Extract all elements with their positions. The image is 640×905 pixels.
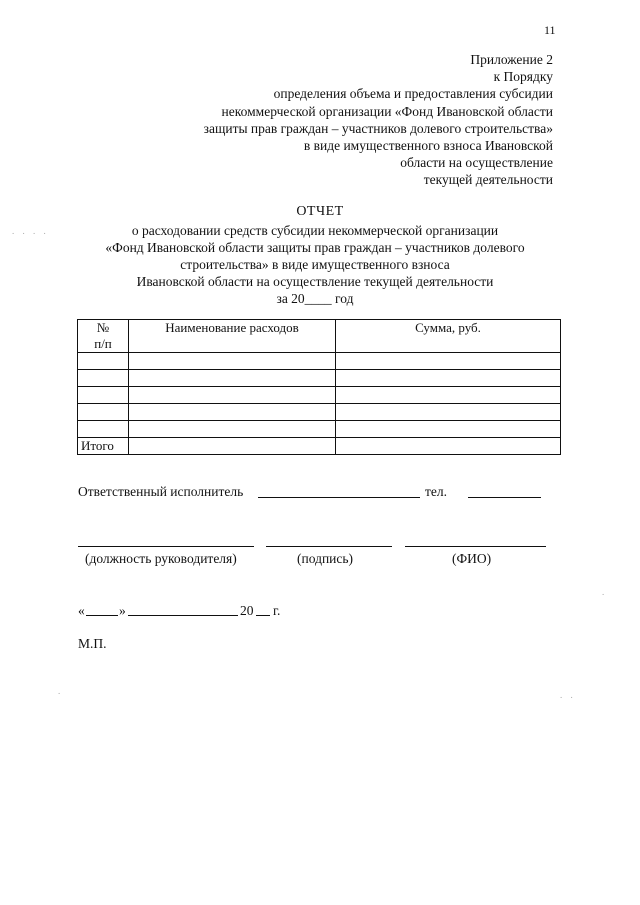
date-year-prefix: 20 (240, 603, 254, 618)
appendix-line: области на осуществление (400, 155, 553, 171)
cell-amount[interactable] (336, 387, 561, 404)
cell-number[interactable] (78, 404, 129, 421)
date-open-quote: « (78, 603, 85, 618)
signature-caption: (подпись) (297, 551, 354, 566)
page-number: 11 (544, 23, 556, 37)
cell-number[interactable] (78, 370, 129, 387)
cell-expense-name[interactable] (129, 387, 336, 404)
appendix-line: текущей деятельности (423, 172, 553, 188)
cell-number[interactable] (78, 353, 129, 370)
scan-noise: . (58, 686, 64, 696)
appendix-line: к Порядку (493, 69, 553, 85)
expense-table (77, 319, 561, 455)
report-title: ОТЧЕТ (296, 204, 344, 219)
full-name-caption: (ФИО) (452, 551, 492, 566)
cell-expense-name[interactable] (129, 421, 336, 438)
report-subtitle-line: «Фонд Ивановской области защиты прав граждан – участников долевого (105, 240, 525, 255)
cell-expense-name[interactable] (129, 353, 336, 370)
header-number (78, 320, 129, 353)
stamp-label: М.П. (78, 636, 107, 651)
full-name-field[interactable] (405, 546, 546, 547)
table-header-row (78, 320, 561, 353)
table-row (78, 370, 561, 387)
cell-number[interactable] (78, 421, 129, 438)
date-day-field[interactable] (86, 615, 118, 616)
appendix-line: некоммерческой организации «Фонд Ивановской области (221, 103, 553, 119)
cell-number[interactable] (78, 387, 129, 404)
scan-noise: . . (560, 690, 576, 700)
cell-amount[interactable] (336, 353, 561, 370)
position-field[interactable] (78, 546, 254, 547)
scan-noise: . . . . (12, 226, 49, 236)
position-caption: (должность руководителя) (85, 551, 237, 566)
date-year-field[interactable] (256, 615, 270, 616)
table-row (78, 387, 561, 404)
total-label: Итого (78, 438, 129, 455)
header-amount: Сумма, руб. (336, 320, 561, 353)
total-row (78, 438, 561, 455)
cell-amount[interactable] (336, 421, 561, 438)
table-row (78, 404, 561, 421)
cell-expense-name[interactable] (129, 404, 336, 421)
header-number-symbol: № (96, 320, 110, 335)
header-number-abbr: п/п (94, 336, 112, 351)
cell-amount[interactable] (336, 370, 561, 387)
phone-field[interactable] (468, 497, 541, 498)
report-year-line: за 20____ год (276, 291, 354, 306)
cell-expense-name[interactable] (129, 370, 336, 387)
appendix-line: защиты прав граждан – участников долевого строительства» (203, 120, 553, 136)
total-amount[interactable] (336, 438, 561, 455)
total-expense-name (129, 438, 336, 455)
table-row (78, 421, 561, 438)
report-subtitle (60, 222, 570, 307)
header-expense-name: Наименование расходов (129, 320, 336, 353)
phone-label: тел. (425, 484, 448, 499)
table-row (78, 353, 561, 370)
date-close-quote: » (119, 603, 126, 618)
report-subtitle-line: Ивановской области на осуществление текущей деятельности (136, 274, 494, 289)
report-subtitle-line: строительства» в виде имущественного взноса (180, 257, 450, 272)
appendix-line: Приложение 2 (470, 52, 553, 67)
appendix-line: в виде имущественного взноса Ивановской (303, 138, 553, 154)
report-subtitle-line: о расходовании средств субсидии некоммерческой организации (131, 223, 499, 238)
appendix-header (204, 51, 553, 189)
signature-field[interactable] (266, 546, 392, 547)
cell-amount[interactable] (336, 404, 561, 421)
date-year-suffix: г. (273, 603, 281, 618)
appendix-line: определения объема и предоставления субсидии (273, 86, 553, 102)
responsible-executor-label: Ответственный исполнитель (78, 484, 244, 499)
date-month-field[interactable] (128, 615, 238, 616)
scan-noise: . (602, 587, 608, 597)
responsible-executor-field[interactable] (258, 497, 420, 498)
